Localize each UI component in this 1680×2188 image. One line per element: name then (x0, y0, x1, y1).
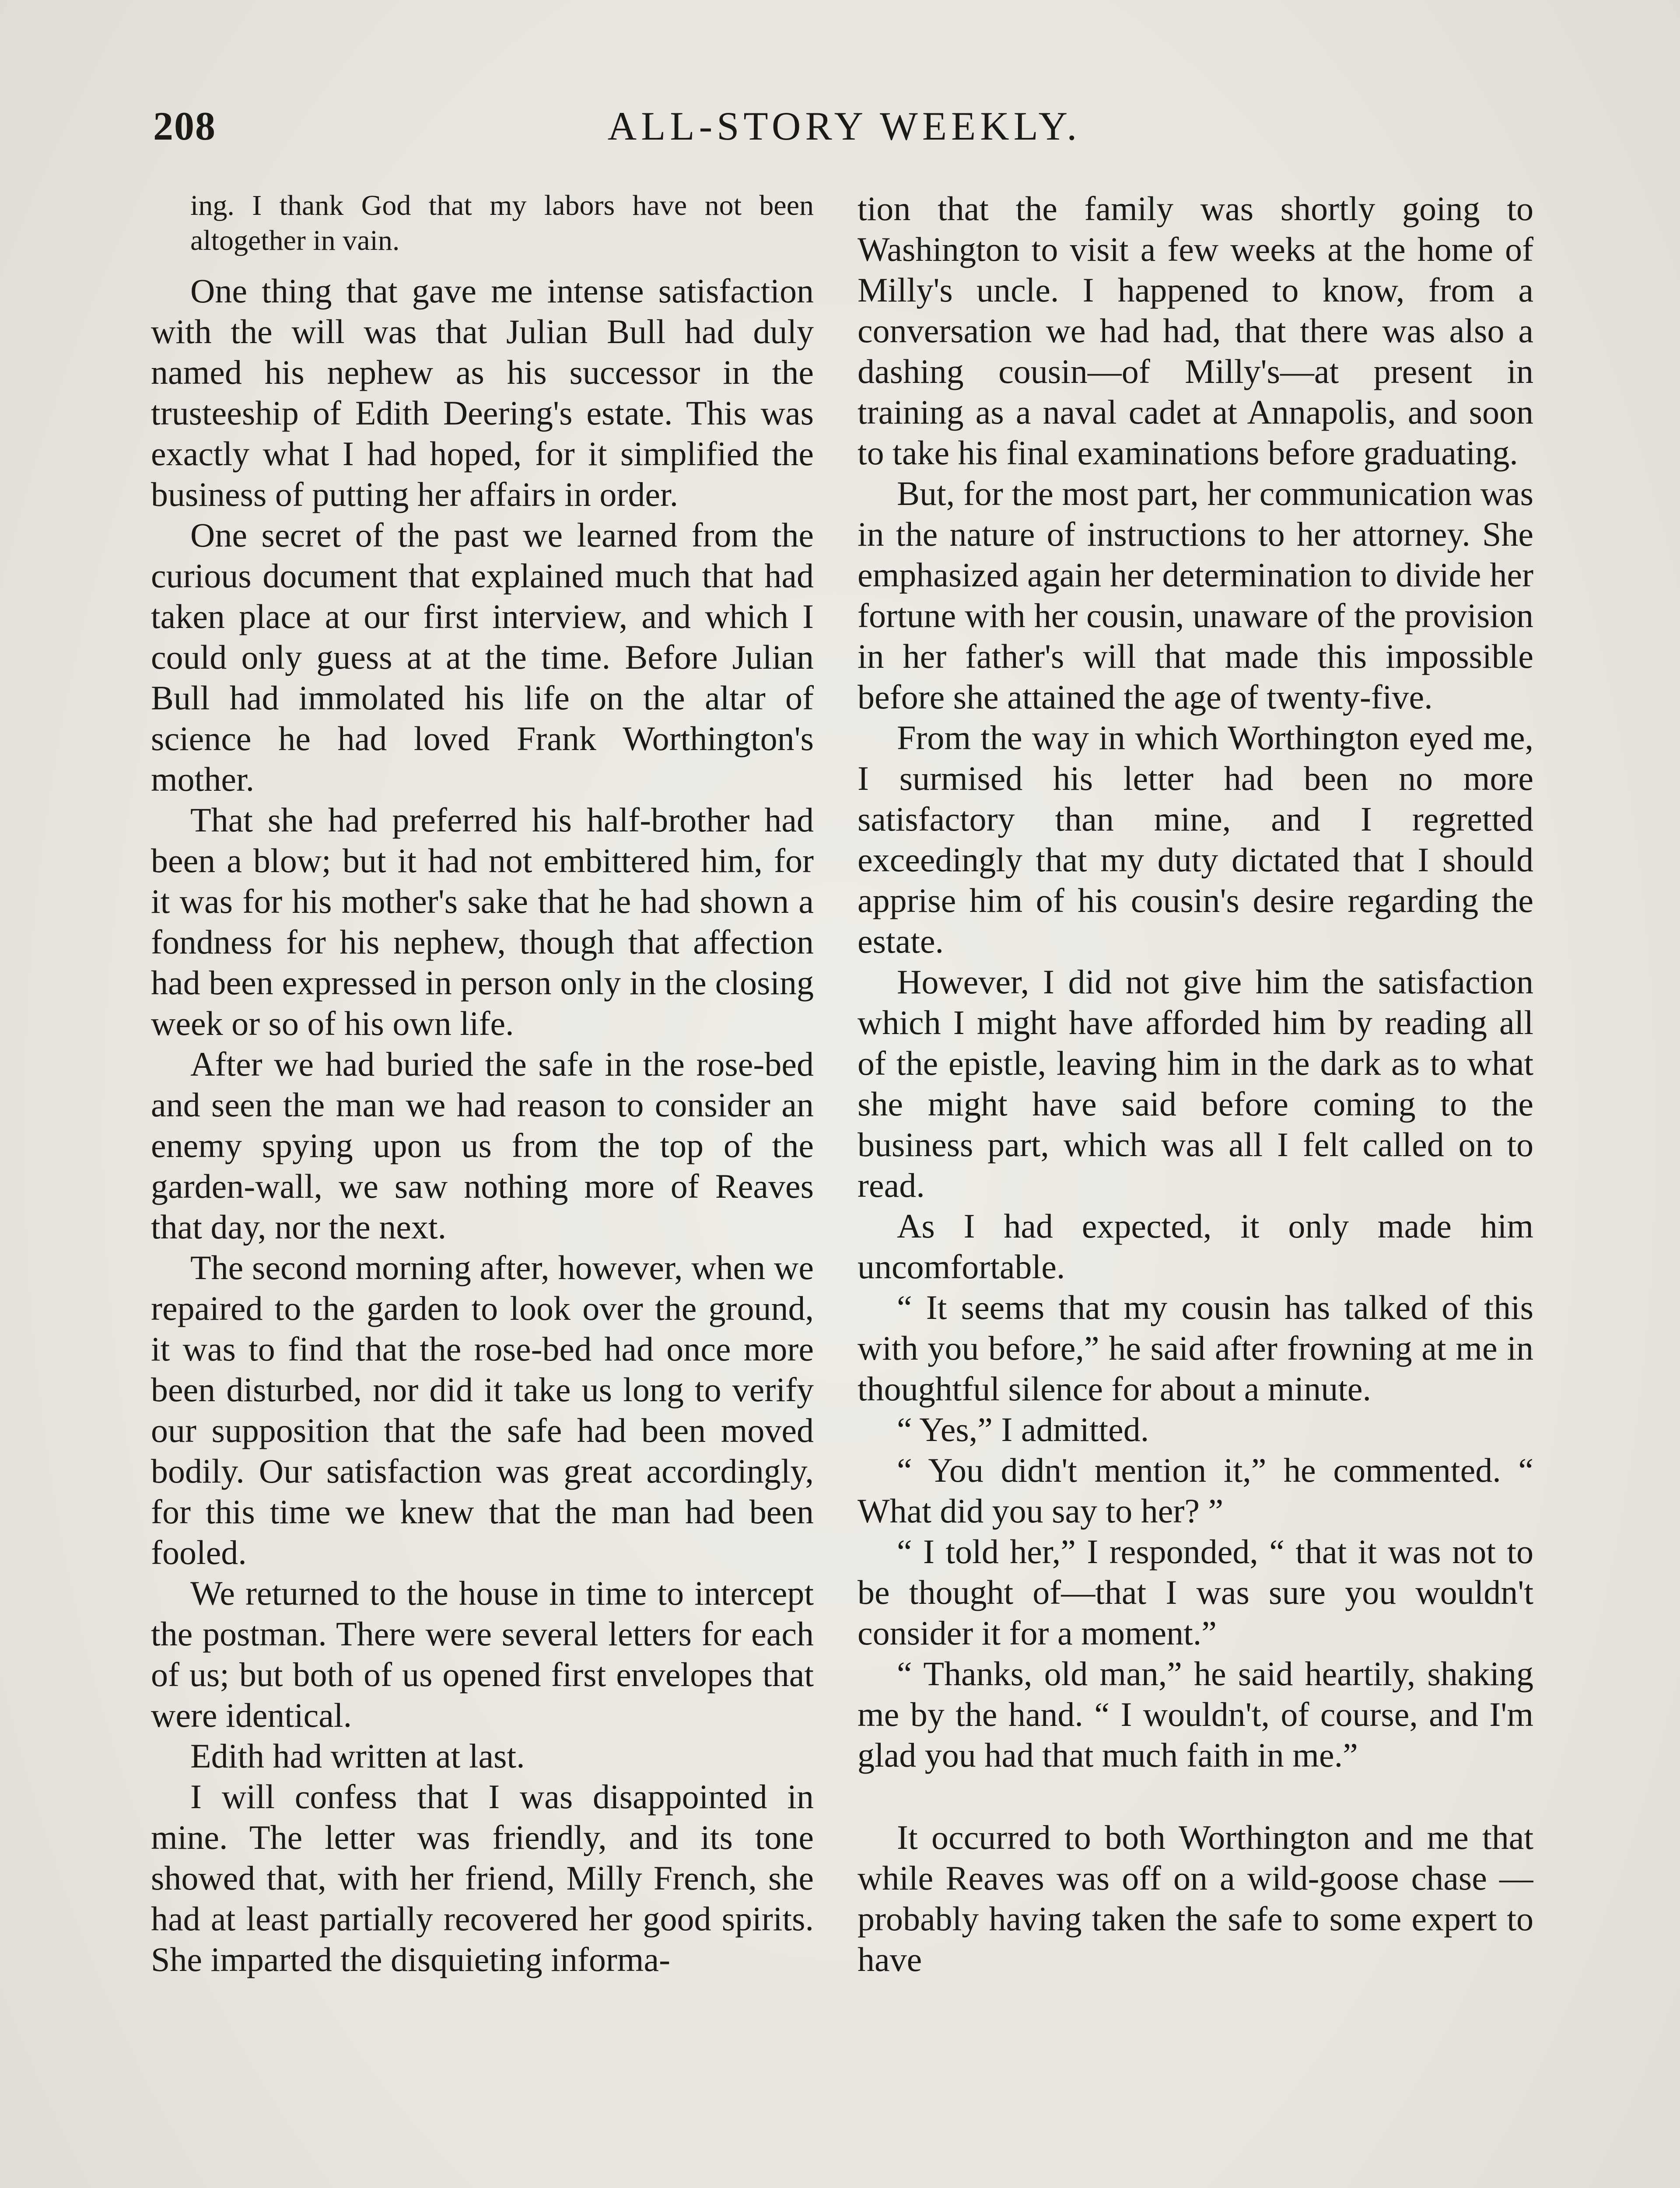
paragraph: One thing that gave me intense satisfaction with the will was that Julian Bull had duly named his nephew as his successor in the trusteeship of Edith Deering's estate. This was exactly what I had hoped, for it simplified the business of putting her affairs in order. (151, 272, 814, 513)
paragraph: From the way in which Worthington eyed me, I surmised his letter had been no more satisfactory than mine, and I regretted exceedingly that my duty dictated that I should apprise him of his cousin's desire regarding the estate. (858, 719, 1533, 960)
paragraph: But, for the most part, her communication was in the nature of instructions to her attorney. She emphasized again her determination to divide her fortune with her cousin, unaware of the provision in her father's will that made this impossible before she attained the age of twenty-five. (858, 474, 1533, 716)
paragraph: It occurred to both Worthington and me that while Reaves was off on a wild-goose chase — probably having taken the safe to some expert to have (858, 1818, 1533, 1978)
paragraph: “ Thanks, old man,” he said heartily, shaking me by the hand. “ I wouldn't, of course, and I'm glad you had that much faith in me.” (858, 1655, 1533, 1774)
paragraph: However, I did not give him the satisfaction which I might have afforded him by reading all of the epistle, leaving him in the dark as to what she might have said before coming to the business part, which was all I felt called on to read. (858, 963, 1533, 1204)
page-number: 208 (153, 104, 216, 148)
paragraph: One secret of the past we learned from the curious document that explained much that had taken place at our first interview, and which I could only guess at at the time. Before Julian Bull had immolated his life on the altar of science he had loved Frank Worthington's mother. (151, 516, 814, 798)
paragraph: “ It seems that my cousin has talked of this with you before,” he said after frowning at me in thoughtful silence for about a minute. (858, 1288, 1533, 1408)
running-head-title: ALL-STORY WEEKLY. (607, 104, 1082, 148)
paragraph: As I had expected, it only made him uncomfortable. (858, 1207, 1533, 1286)
paragraph: Edith had written at last. (190, 1737, 525, 1775)
paragraph: “ I told her,” I responded, “ that it was not to be thought of—that I was sure you wouldn't consider it for a moment.” (858, 1532, 1533, 1652)
page-header (149, 103, 1540, 164)
paragraph: We returned to the house in time to intercept the postman. There were several letters for each of us; but both of us opened first envelopes that were identical. (151, 1574, 814, 1734)
left-column (151, 188, 814, 2188)
paragraph: “ You didn't mention it,” he commented. “ What did you say to her? ” (858, 1451, 1533, 1530)
paragraph: tion that the family was shortly going to Washington to visit a few weeks at the home of Milly's uncle. I happened to know, from a conversation we had had, that there was also a dashing cousin—of Milly's—at present in training as a naval cadet at Annapolis, and soon to take his final examinations before graduating. (858, 189, 1533, 472)
paragraph: I will confess that I was disappointed in mine. The letter was friendly, and its tone showed that, with her friend, Milly French, she had at least partially recovered her good spirits. She imparted the disquieting informa- (151, 1778, 814, 1978)
paragraph: That she had preferred his half-brother had been a blow; but it had not embittered him, for it was for his mother's sake that he had shown a fondness for his nephew, though that affection had been expressed in person only in the closing week or so of his own life. (151, 801, 814, 1042)
paragraph: The second morning after, however, when we repaired to the garden to look over the ground, it was to find that the rose-bed had once more been disturbed, nor did it take us long to verify our supposition that the safe had been moved bodily. Our satisfaction was great accordingly, for this time we knew that the man had been fooled. (151, 1248, 814, 1571)
paragraph: After we had buried the safe in the rose-bed and seen the man we had reason to consider an enemy spying upon us from the top of the garden-wall, we saw nothing more of Reaves that day, nor the next. (151, 1045, 814, 1246)
right-column (858, 188, 1533, 2188)
paragraph: “ Yes,” I admitted. (897, 1410, 1149, 1448)
paragraph: ing. I thank God that my labors have not been altogether in vain. (190, 189, 814, 256)
